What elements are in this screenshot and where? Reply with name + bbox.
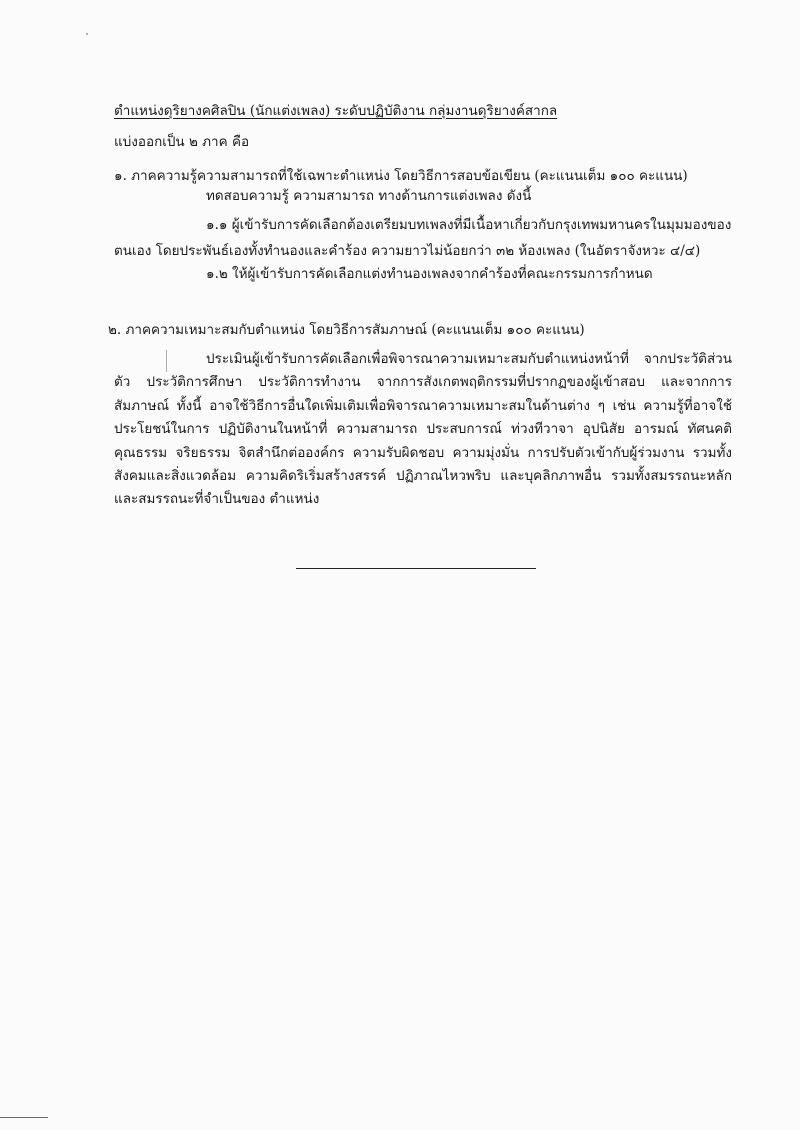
section1-heading: ๑. ภาคความรู้ความสามารถที่ใช้เฉพาะตำแหน่ง โดยวิธีการสอบข้อเขียน (คะแนนเต็ม ๑๐๐ คะแนน) <box>114 168 688 184</box>
intro-text: แบ่งออกเป็น ๒ ภาค คือ <box>114 134 250 150</box>
end-divider-line <box>296 568 536 569</box>
section1-item1-line1: ๑.๑ ผู้เข้ารับการคัดเลือกต้องเตรียมบทเพลงที่มีเนื้อหาเกี่ยวกับกรุงเทพมหานครในมุมมองของ <box>206 217 732 233</box>
scan-edge-mark <box>0 1117 48 1118</box>
section1-item1-line2: ตนเอง โดยประพันธ์เองทั้งทำนองและคำร้อง ความยาวไม่น้อยกว่า ๓๒ ห้องเพลง (ในอัตราจังหวะ ๔/๔) <box>114 243 701 259</box>
section1-description: ทดสอบความรู้ ความสามารถ ทางด้านการแต่งเพลง ดังนี้ <box>206 188 532 204</box>
section1-item2: ๑.๒ ให้ผู้เข้ารับการคัดเลือกแต่งทำนองเพลงจากคำร้องที่คณะกรรมการกำหนด <box>206 266 653 282</box>
section2-paragraph: ประเมินผู้เข้ารับการคัดเลือกเพื่อพิจารณาความเหมาะสมกับตำแหน่งหน้าที่ จากประวัติส่วนตัว ประวัติการศึกษา ประวัติการทำงาน จากการสังเกตพฤติกรรมที่ปรากฏของผู้เข้าสอบ และจากการสัมภาษณ์ ทั้งนี้ อาจใช้วิธีการอื่นใดเพิ่มเติมเพื่อพิจารณาความเหมาะสมในด้านต่าง ๆ เช่น ความรู้ที่อาจใช้ประโยชน์ในการ ปฏิบัติงานในหน้าที่ ความสามารถ ประสบการณ์ ท่วงทีวาจา อุปนิสัย อารมณ์ ทัศนคติ คุณธรรม จริยธรรม จิตสำนึกต่อองค์กร ความรับผิดชอบ ความมุ่งมั่น การปรับตัวเข้ากับผู้ร่วมงาน รวมทั้งสังคมและสิ่งแวดล้อม ความคิดริเริ่มสร้างสรรค์ ปฏิภาณไหวพริบ และบุคลิกภาพอื่น รวมทั้งสมรรถนะหลักและสมรรถนะที่จำเป็นของ ตำแหน่ง <box>114 351 732 508</box>
section2-heading: ๒. ภาคความเหมาะสมกับตำแหน่ง โดยวิธีการสัมภาษณ์ (คะแนนเต็ม ๑๐๐ คะแนน) <box>108 322 585 338</box>
document-title: ตำแหน่งดุริยางคศิลปิน (นักแต่งเพลง) ระดับปฏิบัติงาน กลุ่มงานดุริยางค์สากล <box>114 103 558 119</box>
scan-speck <box>86 33 88 35</box>
